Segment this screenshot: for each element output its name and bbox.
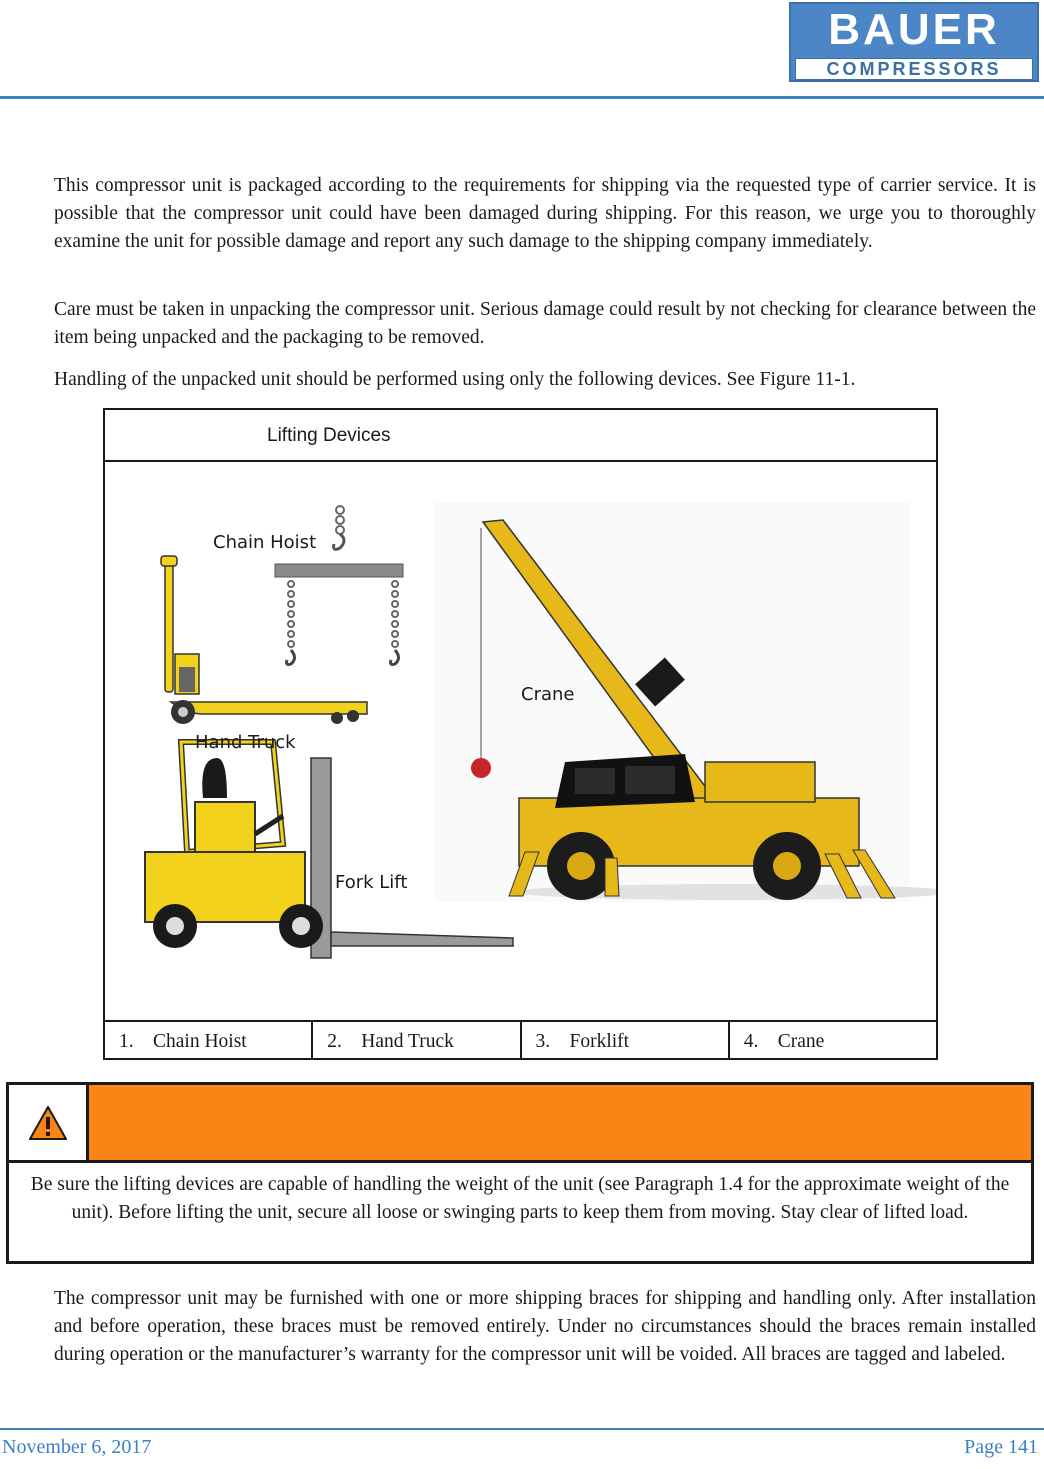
legend-item: 3. Forklift (522, 1022, 730, 1058)
hand-truck-illustration (161, 556, 367, 724)
lifting-devices-figure (103, 408, 938, 1060)
footer-divider (0, 1428, 1044, 1430)
intro-paragraph: This compressor unit is packaged according to the requirements for shipping via the requested type of carrier service. It is possible that the compressor unit could have been damaged during shipping. For this reason, we urge you to thoroughly examine the unit for possible damage and report any such damage to the shipping company immediately. (54, 175, 1036, 252)
header-divider (0, 96, 1044, 99)
figure-legend (105, 1020, 936, 1058)
footer-date: November 6, 2017 (2, 1436, 152, 1458)
logo-brand-name: BAUER (828, 5, 1000, 54)
warning-box (6, 1082, 1034, 1264)
crane-illustration (435, 502, 936, 902)
chain-hoist-label: Chain Hoist (213, 532, 317, 553)
logo-subtitle: COMPRESSORS (795, 58, 1033, 80)
shipping-braces-paragraph: The compressor unit may be furnished with one or more shipping braces for shipping and handling only. After installation and before operation, these braces must be removed entirely. Under no circumstances should the braces remain installed during operation or the manufacturer’s warranty for the compressor unit will be voided. All braces are tagged and labeled. (54, 1288, 1036, 1365)
chain-hoist-illustration (275, 506, 403, 665)
figure-illustration (105, 462, 936, 1022)
warning-icon-box (9, 1085, 89, 1160)
unpacking-paragraph: Care must be taken in unpacking the compressor unit. Serious damage could result by not checking for clearance between the item being unpacked and the packaging to be removed. (54, 299, 1036, 348)
hand-truck-label: Hand Truck (195, 732, 296, 753)
legend-item: 4. Crane (743, 1031, 825, 1052)
handling-paragraph: Handling of the unpacked unit should be performed using only the following devices. See Figure 11-1. (54, 369, 856, 390)
legend-item: 1. Chain Hoist (105, 1022, 313, 1058)
bauer-logo (789, 2, 1039, 82)
warning-triangle-icon (28, 1105, 68, 1141)
legend-item: 2. Hand Truck (313, 1022, 521, 1058)
fork-lift-label: Fork Lift (335, 872, 408, 893)
figure-title: Lifting Devices (267, 425, 391, 446)
crane-label: Crane (521, 684, 575, 705)
figure-title-bar (105, 410, 936, 462)
warning-header-bar (9, 1085, 1031, 1163)
page-number: Page 141 (964, 1436, 1038, 1458)
warning-text: Be sure the lifting devices are capable of handling the weight of the unit (see Paragraph 1.4 for the approximate weight of the unit). Before lifting the unit, secure all loose or swinging parts to keep them from moving. Stay clear of lifted load. (30, 1174, 1010, 1223)
